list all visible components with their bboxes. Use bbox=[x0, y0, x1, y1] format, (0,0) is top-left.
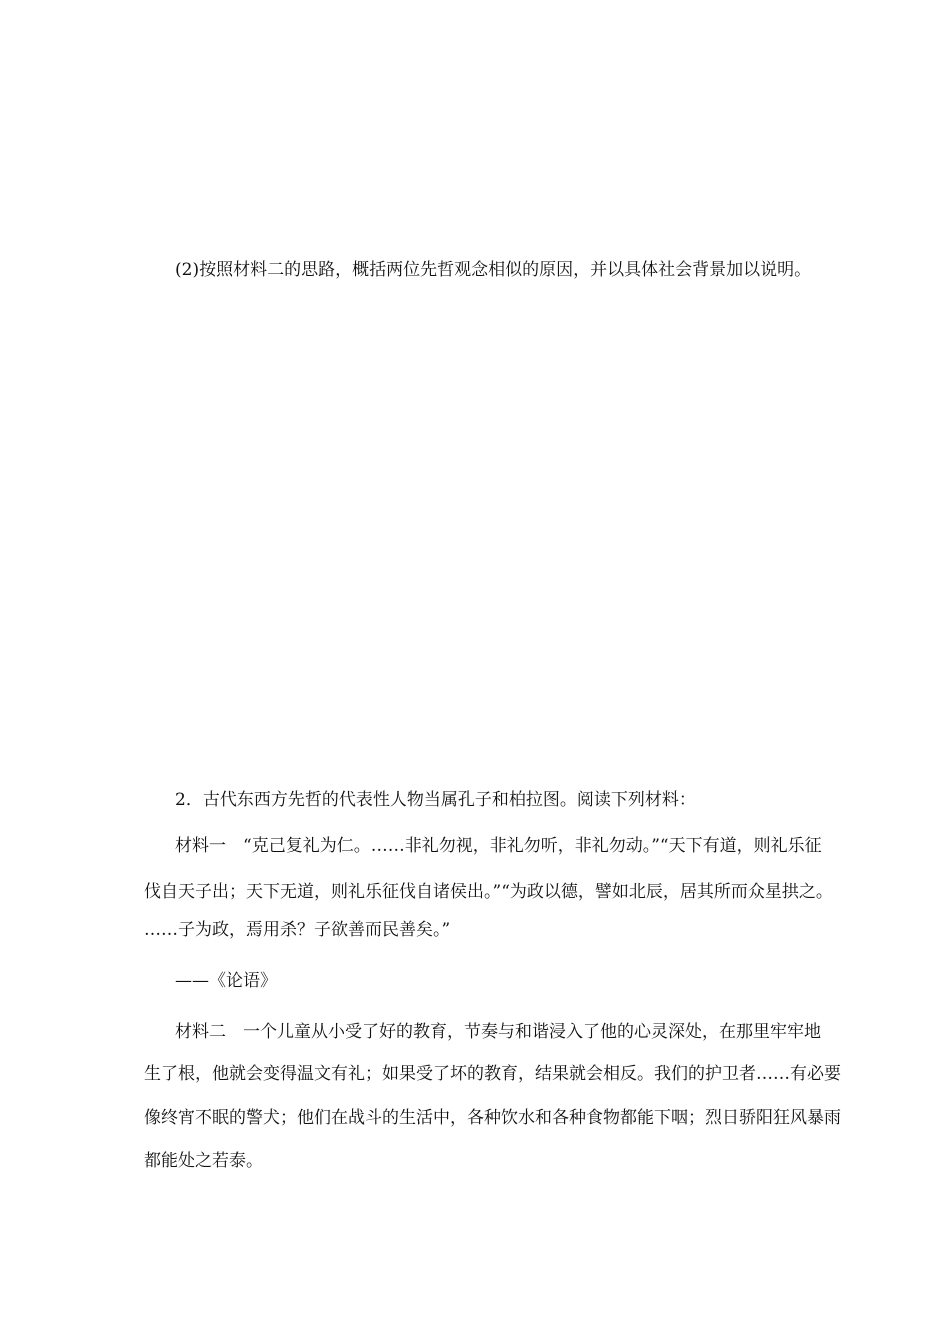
material-2-line: 都能处之若泰。 bbox=[144, 1151, 263, 1171]
material-1-line: ……子为政，焉用杀？子欲善而民善矣。” bbox=[144, 920, 451, 940]
material-2-line: 材料二 一个儿童从小受了好的教育，节奏与和谐浸入了他的心灵深处，在那里牢牢地 bbox=[175, 1022, 821, 1042]
question-2-2-text: (2)按照材料二的思路，概括两位先哲观念相似的原因，并以具体社会背景加以说明。 bbox=[175, 260, 812, 280]
material-2-line: 生了根，他就会变得温文有礼；如果受了坏的教育，结果就会相反。我们的护卫者……有必要 bbox=[144, 1064, 841, 1084]
material-1-source: ——《论语》 bbox=[175, 971, 277, 991]
question-2-heading: 2．古代东西方先哲的代表性人物当属孔子和柏拉图。阅读下列材料： bbox=[175, 790, 696, 810]
material-2-line: 像终宵不眠的警犬；他们在战斗的生活中，各种饮水和各种食物都能下咽；烈日骄阳狂风暴雨 bbox=[144, 1108, 841, 1128]
material-1-line: 伐自天子出；天下无道，则礼乐征伐自诸侯出。”“为政以德，譬如北辰，居其所而众星拱之。 bbox=[144, 882, 833, 902]
material-1-line: 材料一 “克己复礼为仁。……非礼勿视，非礼勿听，非礼勿动。”“天下有道，则礼乐征 bbox=[175, 836, 822, 856]
